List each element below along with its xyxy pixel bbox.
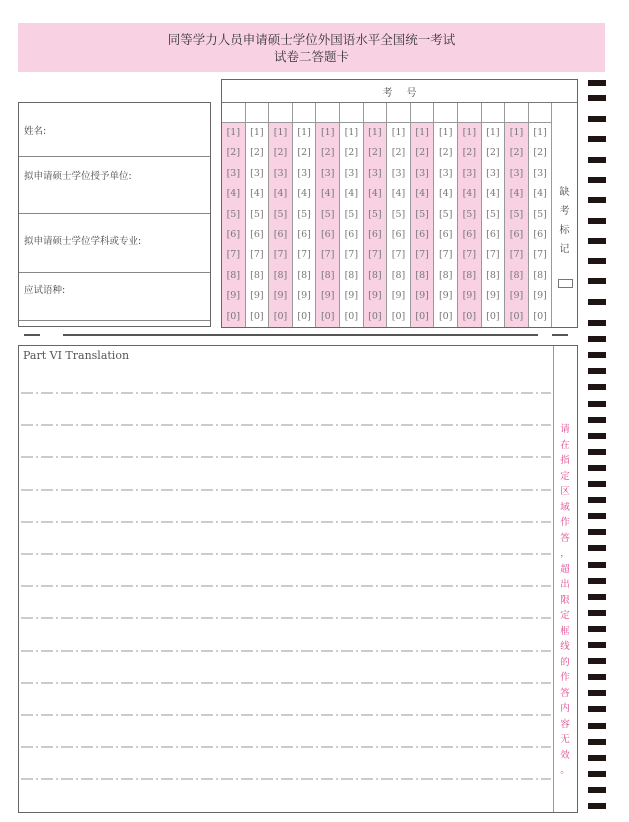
timing-mark (588, 258, 606, 264)
exam-language-label: 应试语种: (24, 285, 66, 296)
header-band (18, 23, 605, 72)
candidate-info-box (18, 102, 211, 327)
digit-bubble[interactable]: [1] (391, 127, 406, 138)
timing-mark (588, 177, 606, 183)
timing-mark (588, 626, 606, 632)
digit-bubble[interactable]: [4] (226, 188, 241, 200)
digit-bubble[interactable]: [5] (391, 208, 406, 220)
digit-bubble[interactable]: [1] (462, 127, 477, 138)
exam-number-column (434, 103, 458, 327)
digit-bubble[interactable]: [7] (344, 249, 359, 261)
timing-mark (588, 562, 606, 568)
digit-bubble[interactable]: [3] (344, 167, 359, 179)
digit-bubble[interactable]: [3] (509, 167, 524, 179)
timing-mark (588, 352, 606, 358)
digit-bubble[interactable]: [6] (438, 228, 453, 240)
digit-bubble[interactable]: [6] (509, 228, 524, 240)
digit-bubble[interactable]: [1] (273, 127, 288, 138)
absent-mark-column (553, 103, 576, 327)
exam-title: 同等学力人员申请硕士学位外国语水平全国统一考试 (167, 31, 456, 47)
timing-mark (588, 197, 606, 203)
timing-mark (588, 803, 606, 809)
digit-bubble[interactable]: [2] (273, 147, 288, 159)
timing-mark (588, 465, 606, 471)
digit-bubble[interactable]: [4] (391, 188, 406, 200)
digit-bubble[interactable]: [0] (509, 310, 524, 322)
digit-bubble[interactable]: [7] (462, 249, 477, 261)
digit-bubble[interactable]: [8] (391, 269, 406, 281)
digit-bubble[interactable]: [3] (250, 167, 264, 179)
digit-bubble[interactable]: [2] (297, 147, 311, 159)
answer-sheet-title: 试卷二答题卡 (273, 48, 349, 64)
exam-number-entry-cell[interactable] (387, 103, 410, 123)
digit-bubble[interactable]: [8] (415, 269, 429, 281)
timing-mark (588, 513, 606, 519)
digit-bubble[interactable]: [1] (438, 127, 453, 138)
digit-bubble[interactable]: [4] (462, 188, 477, 200)
separator-dash-left (24, 334, 40, 336)
digit-bubble[interactable]: [7] (368, 249, 382, 261)
digit-bubble[interactable]: [3] (320, 167, 335, 179)
exam-number-entry-cell[interactable] (246, 103, 269, 123)
exam-number-entry-cell[interactable] (269, 103, 292, 123)
timing-mark (588, 80, 606, 86)
digit-bubble[interactable]: [1] (415, 127, 429, 138)
digit-bubble[interactable]: [2] (533, 147, 547, 159)
digit-bubble[interactable]: [0] (273, 310, 288, 322)
digit-bubble[interactable]: [0] (368, 310, 382, 322)
digit-bubble[interactable]: [4] (533, 188, 547, 200)
digit-bubble[interactable]: [6] (226, 228, 241, 240)
digit-bubble[interactable]: [8] (486, 269, 500, 281)
timing-mark (588, 417, 606, 423)
timing-mark (588, 674, 606, 680)
timing-mark (588, 320, 606, 326)
digit-bubble[interactable]: [4] (415, 188, 429, 200)
digit-bubble[interactable]: [6] (533, 228, 547, 240)
digit-bubble[interactable]: [9] (462, 290, 477, 302)
digit-bubble[interactable]: [8] (320, 269, 335, 281)
digit-bubble[interactable]: [8] (462, 269, 477, 281)
exam-number-title: 考号 (222, 80, 577, 103)
timing-mark (588, 755, 606, 761)
separator-line (63, 334, 538, 336)
digit-bubble[interactable]: [6] (297, 228, 311, 240)
exam-number-entry-cell[interactable] (316, 103, 339, 123)
digit-bubble[interactable]: [9] (509, 290, 524, 302)
digit-bubble[interactable]: [0] (320, 310, 335, 322)
translation-section-title: Part VI Translation (23, 349, 130, 362)
exam-number-column (411, 103, 435, 327)
translation-answer-area[interactable] (18, 345, 578, 813)
digit-bubble[interactable]: [2] (368, 147, 382, 159)
degree-institution-field[interactable] (19, 157, 210, 214)
digit-bubble[interactable]: [4] (509, 188, 524, 200)
digit-bubble[interactable]: [2] (486, 147, 500, 159)
degree-major-label: 拟申请硕士学位学科或专业: (24, 236, 142, 247)
exam-number-column (316, 103, 340, 327)
exam-number-entry-cell[interactable] (222, 103, 245, 123)
timing-mark (588, 578, 606, 584)
exam-number-column (340, 103, 364, 327)
exam-number-column (364, 103, 388, 327)
digit-bubble[interactable]: [5] (509, 208, 524, 220)
timing-mark (588, 706, 606, 712)
exam-number-column (246, 103, 270, 327)
digit-bubble[interactable]: [8] (368, 269, 382, 281)
digit-bubble[interactable]: [7] (297, 249, 311, 261)
digit-bubble[interactable]: [7] (250, 249, 264, 261)
digit-bubble[interactable]: [0] (391, 310, 406, 322)
digit-bubble[interactable]: [6] (368, 228, 382, 240)
digit-bubble[interactable]: [9] (273, 290, 288, 302)
digit-bubble[interactable]: [3] (391, 167, 406, 179)
digit-bubble[interactable]: [1] (250, 127, 264, 138)
digit-bubble[interactable]: [1] (344, 127, 359, 138)
digit-bubble[interactable]: [4] (250, 188, 264, 200)
digit-bubble[interactable]: [2] (226, 147, 241, 159)
digit-bubble[interactable]: [3] (533, 167, 547, 179)
timing-mark (588, 497, 606, 503)
digit-bubble[interactable]: [1] (297, 127, 311, 138)
exam-number-column (222, 103, 246, 327)
digit-bubble[interactable]: [2] (320, 147, 335, 159)
digit-bubble[interactable]: [9] (438, 290, 453, 302)
degree-major-field[interactable] (19, 214, 210, 273)
timing-mark (588, 384, 606, 390)
digit-bubble[interactable]: [7] (438, 249, 453, 261)
timing-mark (588, 278, 606, 284)
timing-mark (588, 529, 606, 535)
absent-mark-checkbox[interactable] (558, 279, 573, 288)
digit-bubble[interactable]: [9] (297, 290, 311, 302)
digit-bubble[interactable]: [3] (297, 167, 311, 179)
digit-bubble[interactable]: [0] (438, 310, 453, 322)
timing-mark (588, 739, 606, 745)
exam-number-entry-cell[interactable] (458, 103, 481, 123)
digit-bubble[interactable]: [2] (509, 147, 524, 159)
digit-bubble[interactable]: [9] (344, 290, 359, 302)
timing-mark (588, 368, 606, 374)
digit-bubble[interactable]: [3] (226, 167, 241, 179)
digit-bubble[interactable]: [5] (250, 208, 264, 220)
digit-bubble[interactable]: [5] (533, 208, 547, 220)
timing-mark (588, 723, 606, 729)
digit-bubble[interactable]: [6] (320, 228, 335, 240)
timing-mark (588, 787, 606, 793)
digit-bubble[interactable]: [8] (509, 269, 524, 281)
exam-number-entry-cell[interactable] (505, 103, 528, 123)
digit-bubble[interactable]: [0] (462, 310, 477, 322)
timing-mark (588, 157, 606, 163)
digit-bubble[interactable]: [4] (320, 188, 335, 200)
exam-number-column (482, 103, 506, 327)
digit-bubble[interactable]: [2] (250, 147, 264, 159)
timing-mark (588, 218, 606, 224)
digit-bubble[interactable]: [8] (438, 269, 453, 281)
digit-bubble[interactable]: [1] (368, 127, 382, 138)
exam-number-entry-cell[interactable] (411, 103, 434, 123)
digit-bubble[interactable]: [7] (320, 249, 335, 261)
timing-mark (588, 116, 606, 122)
digit-bubble[interactable]: [9] (226, 290, 241, 302)
digit-bubble[interactable]: [8] (533, 269, 547, 281)
digit-bubble[interactable]: [5] (438, 208, 453, 220)
digit-bubble[interactable]: [0] (344, 310, 359, 322)
digit-bubble[interactable]: [7] (273, 249, 288, 261)
digit-bubble[interactable]: [1] (533, 127, 547, 138)
timing-mark (588, 690, 606, 696)
digit-bubble[interactable]: [3] (273, 167, 288, 179)
timing-mark (588, 299, 606, 305)
exam-number-column (293, 103, 317, 327)
timing-mark (588, 642, 606, 648)
digit-bubble[interactable]: [8] (273, 269, 288, 281)
exam-number-entry-cell[interactable] (293, 103, 316, 123)
name-field[interactable] (19, 103, 210, 157)
exam-number-entry-cell[interactable] (529, 103, 552, 123)
exam-number-grid (221, 79, 578, 328)
digit-bubble[interactable]: [9] (533, 290, 547, 302)
digit-bubble[interactable]: [8] (344, 269, 359, 281)
digit-bubble[interactable]: [5] (486, 208, 500, 220)
timing-mark (588, 95, 606, 101)
digit-bubble[interactable]: [5] (462, 208, 477, 220)
digit-bubble[interactable]: [2] (391, 147, 406, 159)
digit-bubble[interactable]: [3] (486, 167, 500, 179)
digit-bubble[interactable]: [1] (226, 127, 241, 138)
digit-bubble[interactable]: [9] (250, 290, 264, 302)
timing-mark (588, 238, 606, 244)
answer-area-notice: 请 在 指 定 区 域 作 答 ， 超 出 限 定 框 线 的 作 答 内 容 无 效 。 (560, 424, 570, 776)
digit-bubble[interactable]: [0] (250, 310, 264, 322)
timing-mark (588, 610, 606, 616)
digit-bubble[interactable]: [4] (297, 188, 311, 200)
exam-number-column (458, 103, 482, 327)
digit-bubble[interactable]: [2] (462, 147, 477, 159)
exam-number-column (387, 103, 411, 327)
digit-bubble[interactable]: [1] (486, 127, 500, 138)
exam-number-entry-cell[interactable] (340, 103, 363, 123)
digit-bubble[interactable]: [3] (368, 167, 382, 179)
digit-bubble[interactable]: [0] (297, 310, 311, 322)
digit-bubble[interactable]: [5] (273, 208, 288, 220)
digit-bubble[interactable]: [3] (438, 167, 453, 179)
separator-dash-right (552, 334, 568, 336)
timing-mark (588, 594, 606, 600)
digit-bubble[interactable]: [6] (250, 228, 264, 240)
digit-bubble[interactable]: [5] (415, 208, 429, 220)
digit-bubble[interactable]: [5] (320, 208, 335, 220)
digit-bubble[interactable]: [2] (438, 147, 453, 159)
digit-bubble[interactable]: [3] (462, 167, 477, 179)
timing-mark (588, 433, 606, 439)
exam-number-column (529, 103, 553, 327)
timing-mark (588, 545, 606, 551)
digit-bubble[interactable]: [4] (368, 188, 382, 200)
timing-mark (588, 401, 606, 407)
digit-bubble[interactable]: [5] (344, 208, 359, 220)
exam-number-entry-cell[interactable] (482, 103, 505, 123)
exam-language-field[interactable] (19, 273, 210, 321)
digit-bubble[interactable]: [6] (273, 228, 288, 240)
digit-bubble[interactable]: [5] (297, 208, 311, 220)
exam-number-entry-cell[interactable] (434, 103, 457, 123)
digit-bubble[interactable]: [7] (486, 249, 500, 261)
digit-bubble[interactable]: [0] (226, 310, 241, 322)
digit-bubble[interactable]: [9] (486, 290, 500, 302)
digit-bubble[interactable]: [9] (415, 290, 429, 302)
digit-bubble[interactable]: [3] (415, 167, 429, 179)
digit-bubble[interactable]: [8] (297, 269, 311, 281)
absent-mark-label: 缺 考 标 记 (559, 187, 570, 255)
digit-bubble[interactable]: [6] (415, 228, 429, 240)
digit-bubble[interactable]: [0] (533, 310, 547, 322)
exam-number-entry-cell[interactable] (364, 103, 387, 123)
digit-bubble[interactable]: [8] (226, 269, 241, 281)
timing-mark (588, 658, 606, 664)
digit-bubble[interactable]: [6] (391, 228, 406, 240)
digit-bubble[interactable]: [4] (273, 188, 288, 200)
digit-bubble[interactable]: [2] (415, 147, 429, 159)
exam-number-column (505, 103, 529, 327)
exam-number-column (269, 103, 293, 327)
digit-bubble[interactable]: [7] (226, 249, 241, 261)
digit-bubble[interactable]: [4] (438, 188, 453, 200)
digit-bubble[interactable]: [9] (391, 290, 406, 302)
digit-bubble[interactable]: [5] (368, 208, 382, 220)
digit-bubble[interactable]: [4] (344, 188, 359, 200)
timing-mark (588, 336, 606, 342)
name-label: 姓名: (24, 126, 47, 137)
digit-bubble[interactable]: [1] (320, 127, 335, 138)
timing-mark (588, 136, 606, 142)
digit-bubble[interactable]: [7] (391, 249, 406, 261)
digit-bubble[interactable]: [8] (250, 269, 264, 281)
digit-bubble[interactable]: [6] (344, 228, 359, 240)
timing-mark (588, 481, 606, 487)
digit-bubble[interactable]: [6] (462, 228, 477, 240)
digit-bubble[interactable]: [0] (486, 310, 500, 322)
digit-bubble[interactable]: [0] (415, 310, 429, 322)
timing-mark (588, 449, 606, 455)
digit-bubble[interactable]: [9] (320, 290, 335, 302)
digit-bubble[interactable]: [4] (486, 188, 500, 200)
digit-bubble[interactable]: [6] (486, 228, 500, 240)
digit-bubble[interactable]: [5] (226, 208, 241, 220)
digit-bubble[interactable]: [7] (533, 249, 547, 261)
digit-bubble[interactable]: [1] (509, 127, 524, 138)
digit-bubble[interactable]: [2] (344, 147, 359, 159)
digit-bubble[interactable]: [7] (415, 249, 429, 261)
digit-bubble[interactable]: [9] (368, 290, 382, 302)
digit-bubble[interactable]: [7] (509, 249, 524, 261)
degree-institution-label: 拟申请硕士学位授予单位: (24, 171, 132, 182)
timing-mark (588, 771, 606, 777)
